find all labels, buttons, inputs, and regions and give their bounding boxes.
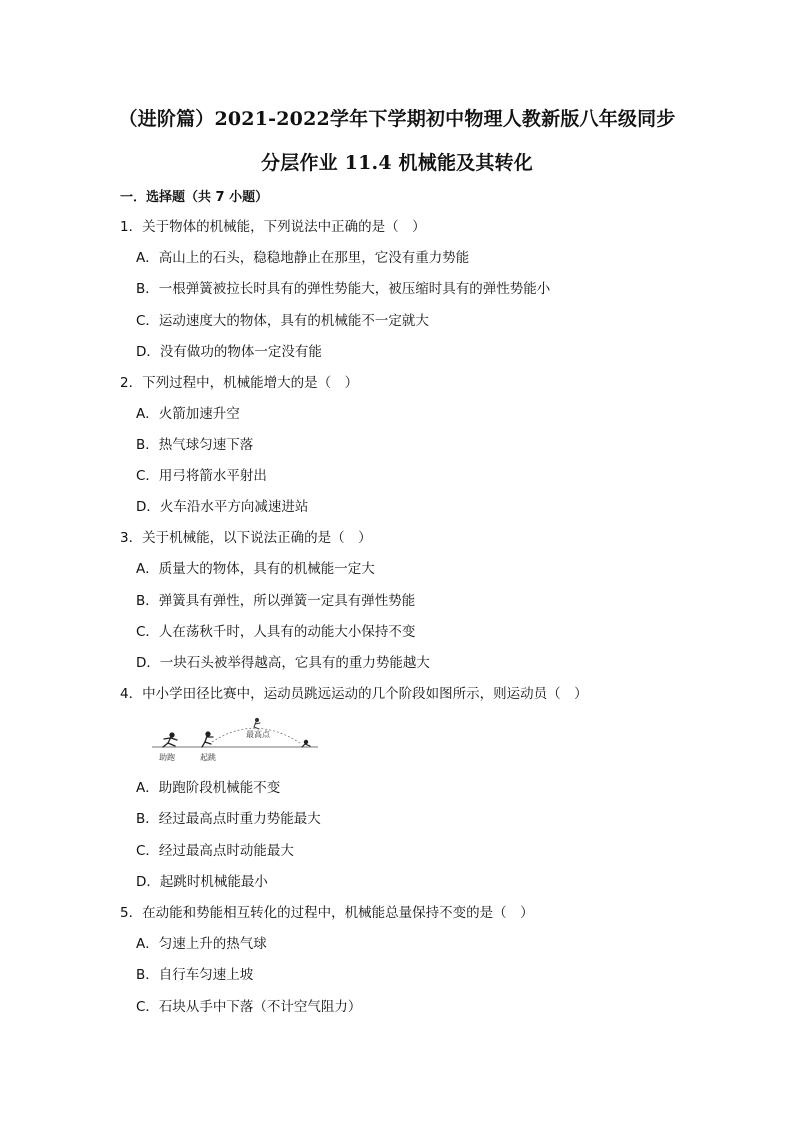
question-5-option-b: B．自行车匀速上坡 bbox=[136, 967, 254, 983]
runner-run-up-figure bbox=[163, 733, 177, 747]
document-title-line-2: 分层作业 11.4 机械能及其转化 bbox=[261, 152, 533, 174]
question-2-option-d: D．火车沿水平方向减速进站 bbox=[136, 499, 309, 515]
question-2-option-b: B．热气球匀速下落 bbox=[136, 437, 254, 453]
question-1-option-a: A．高山上的石头，稳稳地静止在那里，它没有重力势能 bbox=[136, 250, 470, 266]
runner-highest-point-figure bbox=[254, 718, 260, 729]
section-heading: 一．选择题（共 7 小题） bbox=[120, 190, 269, 205]
question-4-stem: 4．中小学田径比赛中，运动员跳远运动的几个阶段如图所示，则运动员（ ） bbox=[120, 686, 588, 702]
runner-takeoff-figure bbox=[202, 732, 213, 747]
question-2-stem: 2．下列过程中，机械能增大的是（ ） bbox=[120, 375, 359, 391]
long-jump-diagram bbox=[150, 716, 320, 766]
question-4-option-d: D．起跳时机械能最小 bbox=[136, 874, 268, 890]
question-4-option-c: C．经过最高点时动能最大 bbox=[136, 843, 294, 859]
figure-label-run-up: 助跑 bbox=[159, 753, 175, 762]
question-5-stem: 5．在动能和势能相互转化的过程中，机械能总量保持不变的是（ ） bbox=[120, 905, 534, 921]
document-title-line-1: （进阶篇）2021-2022学年下学期初中物理人教新版八年级同步 bbox=[118, 108, 676, 130]
figure-label-takeoff: 起跳 bbox=[200, 753, 216, 762]
long-jump-figure bbox=[150, 716, 320, 766]
question-3-option-d: D．一块石头被举得越高，它具有的重力势能越大 bbox=[136, 655, 430, 671]
question-5-option-c: C．石块从手中下落（不计空气阻力） bbox=[136, 999, 362, 1015]
question-1-stem: 1．关于物体的机械能，下列说法中正确的是（ ） bbox=[120, 219, 426, 235]
question-3-option-b: B．弹簧具有弹性，所以弹簧一定具有弹性势能 bbox=[136, 593, 416, 609]
question-4-option-b: B．经过最高点时重力势能最大 bbox=[136, 811, 321, 827]
question-1-option-d: D．没有做功的物体一定没有能 bbox=[136, 344, 322, 360]
question-3-option-a: A．质量大的物体，具有的机械能一定大 bbox=[136, 561, 375, 577]
runner-landing-figure bbox=[302, 740, 310, 747]
figure-label-highest-point: 最高点 bbox=[246, 730, 270, 739]
question-2-option-a: A．火箭加速升空 bbox=[136, 406, 240, 422]
question-3-option-c: C．人在荡秋千时，人具有的动能大小保持不变 bbox=[136, 624, 416, 640]
question-1-option-b: B．一根弹簧被拉长时具有的弹性势能大，被压缩时具有的弹性势能小 bbox=[136, 281, 551, 297]
question-2-option-c: C．用弓将箭水平射出 bbox=[136, 468, 267, 484]
question-3-stem: 3．关于机械能，以下说法正确的是（ ） bbox=[120, 530, 372, 546]
question-5-option-a: A．匀速上升的热气球 bbox=[136, 936, 267, 952]
question-4-option-a: A．助跑阶段机械能不变 bbox=[136, 780, 281, 796]
question-1-option-c: C．运动速度大的物体，具有的机械能不一定就大 bbox=[136, 313, 429, 329]
